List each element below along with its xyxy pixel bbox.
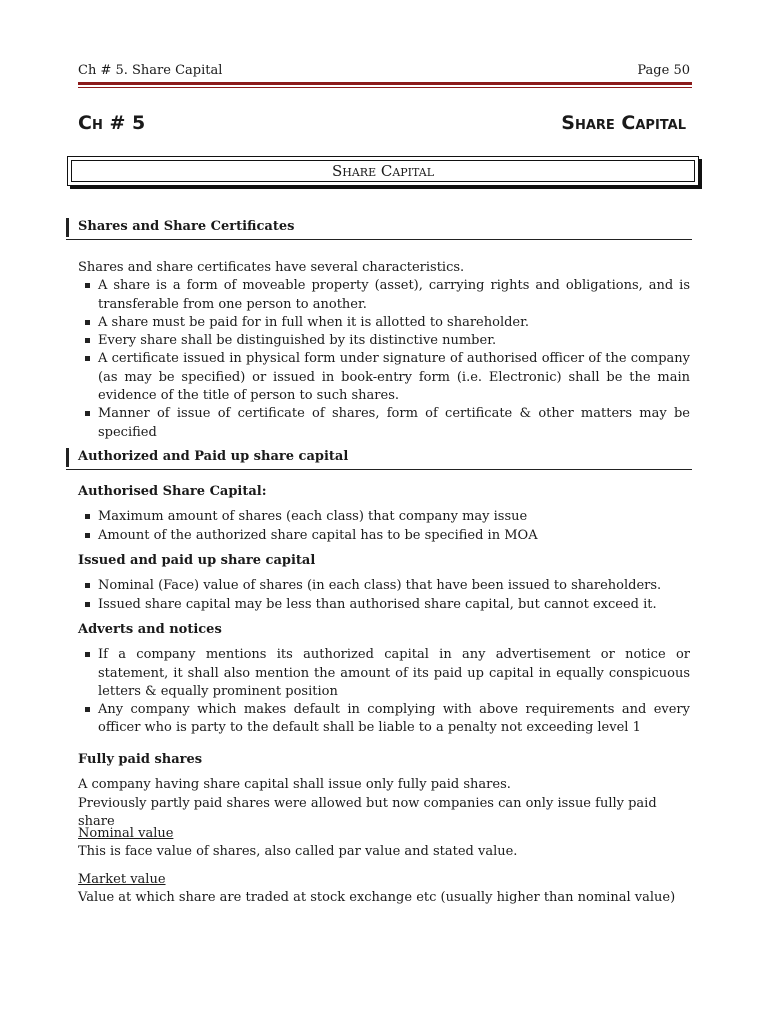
section-intro: Shares and share certificates have several characteristics. <box>78 260 465 275</box>
bullet-list <box>78 646 690 737</box>
fully-paid-shares <box>78 751 690 831</box>
adverts-and-notices <box>78 621 690 738</box>
section-heading-text: Authorized and Paid up share capital <box>78 449 349 464</box>
header-rule <box>78 82 692 85</box>
square-bullet-icon <box>85 583 90 588</box>
subsection-title: Authorised Share Capital: <box>78 484 267 499</box>
square-bullet-icon <box>85 411 90 416</box>
subsection-title: Fully paid shares <box>78 752 203 767</box>
topic-title-box <box>67 156 699 186</box>
section-heading-authorized-capital <box>66 447 692 470</box>
list-item: If a company mentions its authorized capital in any advertisement or notice or statement, it shall also mention the amount of its paid up capital in equally conspicuous letters & equally prominent position <box>78 646 690 701</box>
list-item: Amount of the authorized share capital has to be specified in MOA <box>78 527 690 545</box>
term-definition: This is face value of shares, also called par value and stated value. <box>78 844 518 860</box>
running-header-chapter: Ch # 5. Share Capital <box>78 63 223 78</box>
square-bullet-icon <box>85 283 90 288</box>
term-title: Market value <box>78 872 166 887</box>
bullet-list <box>78 277 690 442</box>
bullet-list <box>78 508 690 545</box>
list-item: Every share shall be distinguished by its distinctive number. <box>78 332 690 350</box>
list-item: A share must be paid for in full when it is allotted to shareholder. <box>78 314 690 332</box>
list-item: A certificate issued in physical form under signature of authorised officer of the company (as may be specified) or issued in book-entry form (i.e. Electronic) shall be the main evidence of the title of person to such shares. <box>78 350 690 405</box>
subsection-title: Issued and paid up share capital <box>78 553 316 568</box>
list-item: Issued share capital may be less than authorised share capital, but cannot exceed it. <box>78 596 690 614</box>
section-shares-certificates-body <box>78 259 690 442</box>
list-item: A share is a form of moveable property (asset), carrying rights and obligations, and is transferable from one person to another. <box>78 277 690 314</box>
list-item: Maximum amount of shares (each class) that company may issue <box>78 508 690 526</box>
square-bullet-icon <box>85 356 90 361</box>
section-heading-shares-certificates <box>66 217 692 240</box>
issued-paid-up-capital <box>78 552 690 614</box>
square-bullet-icon <box>85 707 90 712</box>
section-marker <box>66 448 69 467</box>
square-bullet-icon <box>85 652 90 657</box>
list-item: Any company which makes default in complying with above requirements and every officer who is party to the default shall be liable to a penalty not exceeding level 1 <box>78 701 690 738</box>
square-bullet-icon <box>85 338 90 343</box>
nominal-value <box>78 825 690 862</box>
header-rule-thin <box>78 87 692 88</box>
section-marker <box>66 218 69 237</box>
subsection-title: Adverts and notices <box>78 622 222 637</box>
running-header <box>78 62 690 80</box>
list-item: Nominal (Face) value of shares (in each class) that have been issued to shareholders. <box>78 577 690 595</box>
term-title: Nominal value <box>78 826 174 841</box>
list-item: Manner of issue of certificate of shares, form of certificate & other matters may be specified <box>78 405 690 442</box>
market-value <box>78 871 690 908</box>
bullet-list <box>78 577 690 614</box>
square-bullet-icon <box>85 533 90 538</box>
square-bullet-icon <box>85 602 90 607</box>
paragraph: Previously partly paid shares were allowed but now companies can only issue fully paid share <box>78 795 657 829</box>
square-bullet-icon <box>85 320 90 325</box>
chapter-heading <box>78 110 686 136</box>
chapter-number: Ch # 5 <box>78 112 146 134</box>
section-heading-text: Shares and Share Certificates <box>78 219 295 234</box>
authorised-share-capital <box>78 483 690 545</box>
square-bullet-icon <box>85 514 90 519</box>
paragraph: A company having share capital shall issue only fully paid shares. <box>78 777 511 793</box>
topic-title: Share Capital <box>71 160 695 182</box>
page-number: Page 50 <box>637 63 690 78</box>
chapter-title: Share Capital <box>561 112 686 134</box>
term-definition: Value at which share are traded at stock exchange etc (usually higher than nominal value) <box>78 890 676 906</box>
